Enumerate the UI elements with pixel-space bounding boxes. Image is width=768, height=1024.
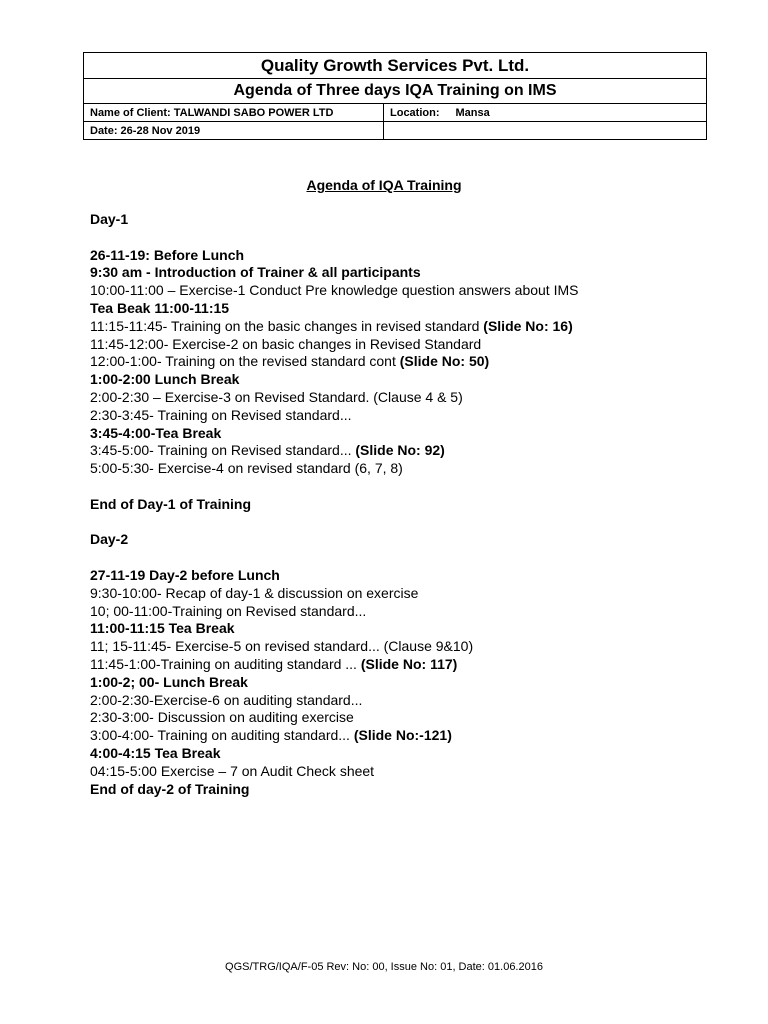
blank-line	[90, 478, 578, 496]
agenda-line-text: 2:30-3:45- Training on Revised standard...	[90, 406, 352, 423]
agenda-line-text: 2:30-3:00- Discussion on auditing exercise	[90, 709, 354, 726]
training-date: Date: 26-28 Nov 2019	[84, 122, 384, 140]
agenda-line-text: 1:00-2; 00- Lunch Break	[90, 673, 248, 690]
agenda-line-text: 4:00-4:15 Tea Break	[90, 744, 221, 761]
header-table	[83, 52, 707, 140]
agenda-line-text: End of day-2 of Training	[90, 780, 250, 797]
agenda-line	[90, 247, 578, 265]
agenda-line-text: 11:15-11:45- Training on the basic changes in revised standard	[90, 317, 484, 334]
agenda-line	[90, 620, 578, 638]
agenda-line-text: 1:00-2:00 Lunch Break	[90, 371, 240, 388]
blank-line	[90, 229, 578, 247]
agenda-line-text: Tea Beak 11:00-11:15	[90, 299, 230, 316]
agenda-line-text: 3:00-4:00- Training on auditing standard...	[90, 727, 354, 744]
slide-number: (Slide No:-121)	[353, 727, 452, 744]
agenda-line-text: Day-2	[90, 531, 129, 548]
agenda-lines	[90, 211, 578, 798]
document-footer: QGS/TRG/IQA/F-05 Rev: No: 00, Issue No: 01, Date: 01.06.2016	[225, 961, 543, 973]
agenda-line	[90, 407, 578, 425]
agenda-line-text: 26-11-19: Before Lunch	[90, 246, 245, 263]
agenda-line	[90, 460, 578, 478]
agenda-line-text: End of Day-1 of Training	[90, 495, 252, 512]
agenda-line	[90, 638, 578, 656]
agenda-line	[90, 389, 578, 407]
agenda-line	[90, 425, 578, 443]
agenda-line-text: 5:00-5:30- Exercise-4 on revised standard (6, 7, 8)	[90, 460, 403, 477]
blank-line	[90, 514, 578, 532]
agenda-line	[90, 300, 578, 318]
agenda-line	[90, 727, 578, 745]
blank-line	[90, 549, 578, 567]
agenda-line	[90, 745, 578, 763]
agenda-line-text: 10; 00-11:00-Training on Revised standard...	[90, 602, 367, 619]
agenda-line-text: 11:45-12:00- Exercise-2 on basic changes in Revised Standard	[90, 335, 482, 352]
agenda-line-text: 12:00-1:00- Training on the revised standard cont	[90, 353, 400, 370]
company-name: Quality Growth Services Pvt. Ltd.	[84, 53, 707, 79]
agenda-line-text: 9:30-10:00- Recap of day-1 & discussion on exercise	[90, 584, 419, 601]
agenda-line-text: 04:15-5:00 Exercise – 7 on Audit Check sheet	[90, 762, 375, 779]
agenda-line	[90, 282, 578, 300]
agenda-line-text: 3:45-4:00-Tea Break	[90, 424, 222, 441]
agenda-line	[90, 336, 578, 354]
agenda-line	[90, 781, 578, 799]
agenda-line	[90, 709, 578, 727]
agenda-line-text: Day-1	[90, 211, 129, 227]
agenda-line	[90, 442, 578, 460]
slide-number: (Slide No: 117)	[360, 655, 458, 672]
agenda-line-text: 11; 15-11:45- Exercise-5 on revised standard... (Clause 9&10)	[90, 638, 474, 655]
slide-number: (Slide No: 16)	[483, 317, 573, 334]
document-title: Agenda of Three days IQA Training on IMS	[84, 79, 707, 104]
agenda-line	[90, 496, 578, 514]
slide-number: (Slide No: 92)	[355, 442, 445, 459]
location-label: Location:	[390, 106, 440, 119]
agenda-line-text: 27-11-19 Day-2 before Lunch	[90, 566, 280, 583]
location-value: Mansa	[455, 106, 490, 119]
agenda-line	[90, 264, 578, 282]
agenda-line	[90, 531, 578, 549]
agenda-line-text: 2:00-2:30-Exercise-6 on auditing standard...	[90, 691, 363, 708]
agenda-line	[90, 692, 578, 710]
agenda-heading: Agenda of IQA Training	[306, 177, 462, 193]
client-name: Name of Client: TALWANDI SABO POWER LTD	[84, 104, 384, 122]
agenda-line-text: 11:45-1:00-Training on auditing standard ...	[90, 655, 361, 672]
agenda-line-text: 2:00-2:30 – Exercise-3 on Revised Standard. (Clause 4 & 5)	[90, 388, 463, 405]
agenda-line	[90, 585, 578, 603]
agenda-line	[90, 371, 578, 389]
agenda-line	[90, 674, 578, 692]
agenda-line	[90, 318, 578, 336]
agenda-line	[90, 763, 578, 781]
slide-number: (Slide No: 50)	[399, 353, 490, 370]
agenda-line	[90, 603, 578, 621]
location-cell	[384, 104, 707, 122]
agenda-line-text: 11:00-11:15 Tea Break	[90, 620, 235, 637]
agenda-line-text: 3:45-5:00- Training on Revised standard...	[90, 442, 356, 459]
agenda-line-text: 9:30 am - Introduction of Trainer & all participants	[90, 264, 421, 281]
empty-cell	[384, 122, 707, 140]
agenda-line	[90, 211, 578, 229]
agenda-line	[90, 353, 578, 371]
agenda-line	[90, 656, 578, 674]
agenda-line-text: 10:00-11:00 – Exercise-1 Conduct Pre knowledge question answers about IMS	[90, 282, 579, 299]
agenda-line	[90, 567, 578, 585]
